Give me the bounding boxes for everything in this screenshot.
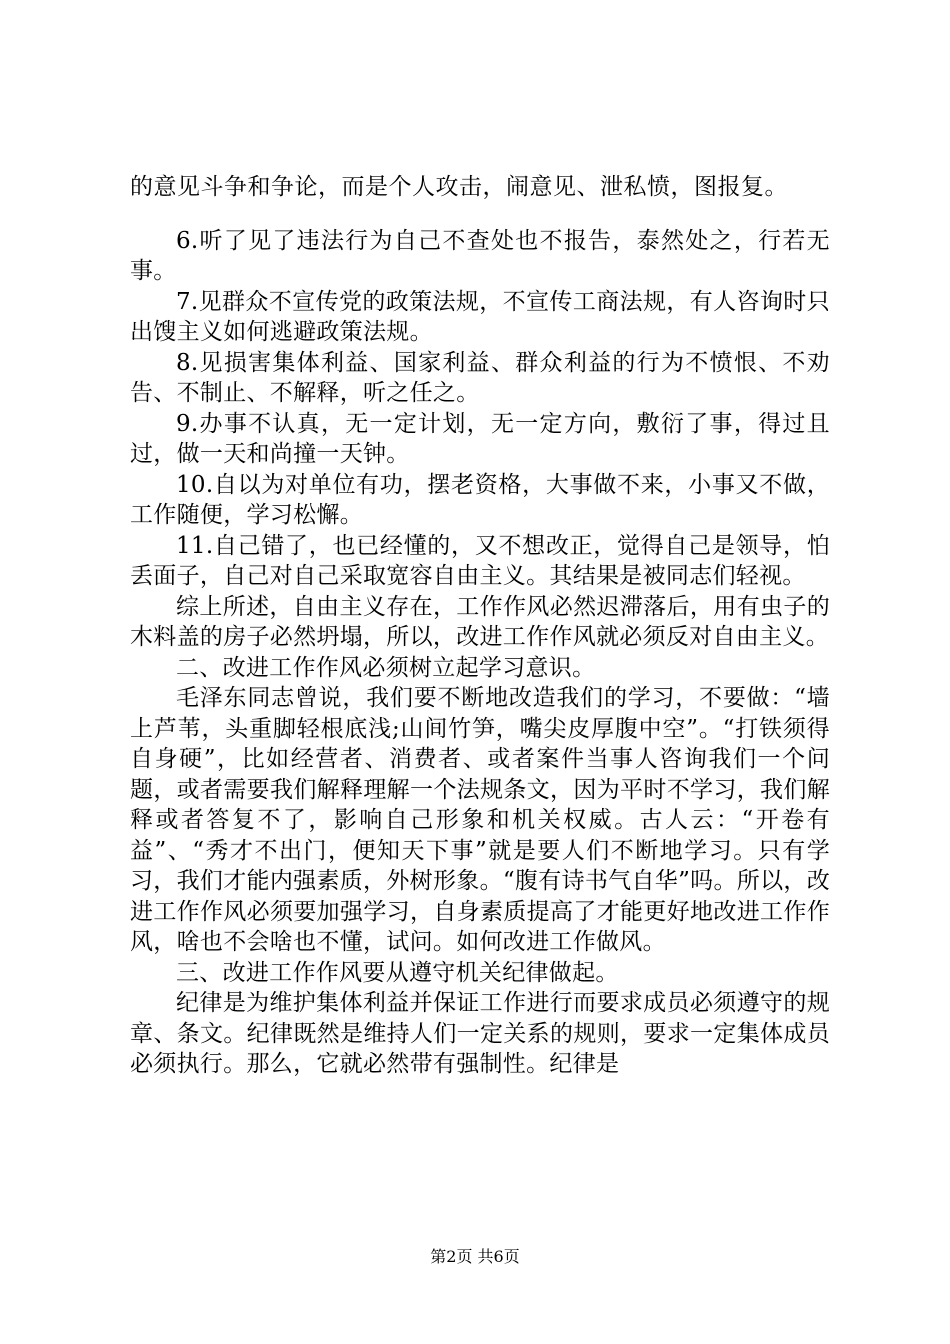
paragraph-item-7: 7.见群众不宣传党的政策法规，不宣传工商法规，有人咨询时只出馊主义如何逃避政策法规。: [130, 288, 830, 345]
paragraph-discipline: 纪律是为维护集体利益并保证工作进行而要求成员必须遵守的规章、条文。纪律既然是维持人们一定关系的规则，要求一定集体成员必须执行。那么，它就必然带有强制性。纪律是: [130, 990, 830, 1077]
section-heading-2: 二、改进工作作风必须树立起学习意识。: [176, 654, 596, 681]
paragraph-summary: 综上所述，自由主义存在，工作作风必然迟滞落后，用有虫子的木料盖的房子必然坍塌，所以，改进工作作风就必须反对自由主义。: [130, 593, 830, 650]
document-body: [130, 172, 830, 1080]
paragraph-item-8: 8.见损害集体利益、国家利益、群众利益的行为不愤恨、不劝告、不制止、不解释，听之任之。: [130, 349, 830, 406]
paragraph-item-11: 11.自己错了，也已经懂的，又不想改正，觉得自己是领导，怕丢面子，自己对自己采取宽容自由主义。其结果是被同志们轻视。: [130, 532, 830, 589]
paragraph-item-10: 10.自以为对单位有功，摆老资格，大事做不来，小事又不做，工作随便，学习松懈。: [130, 471, 830, 528]
paragraph-item-9: 9.办事不认真，无一定计划，无一定方向，敷衍了事，得过且过，做一天和尚撞一天钟。: [130, 410, 830, 467]
page-number-footer: 第2页 共6页: [430, 1247, 520, 1266]
paragraph-learning: 毛泽东同志曾说，我们要不断地改造我们的学习，不要做：“墙上芦苇，头重脚轻根底浅;山间竹笋，嘴尖皮厚腹中空”。“打铁须得自身硬”，比如经营者、消费者、或者案件当事人咨询我们一个问题，或者需要我们解释理解一个法规条文，因为平时不学习，我们解释或者答复不了，影响自己形象和机关权威。古人云：“开卷有益”、“秀才不出门，便知天下事”就是要人们不断地学习。只有学习，我们才能内强素质，外树形象。“腹有诗书气自华”吗。所以，改进工作作风必须要加强学习，自身素质提高了才能更好地改进工作作风，啥也不会啥也不懂，试问。如何改进工作做风。: [130, 685, 830, 955]
paragraph-continued: 的意见斗争和争论，而是个人攻击，闹意见、泄私愤，图报复。: [130, 174, 788, 200]
section-heading-3: 三、改进工作作风要从遵守机关纪律做起。: [176, 959, 619, 986]
paragraph-item-6: 6.听了见了违法行为自己不查处也不报告，泰然处之，行若无事。: [130, 227, 830, 284]
